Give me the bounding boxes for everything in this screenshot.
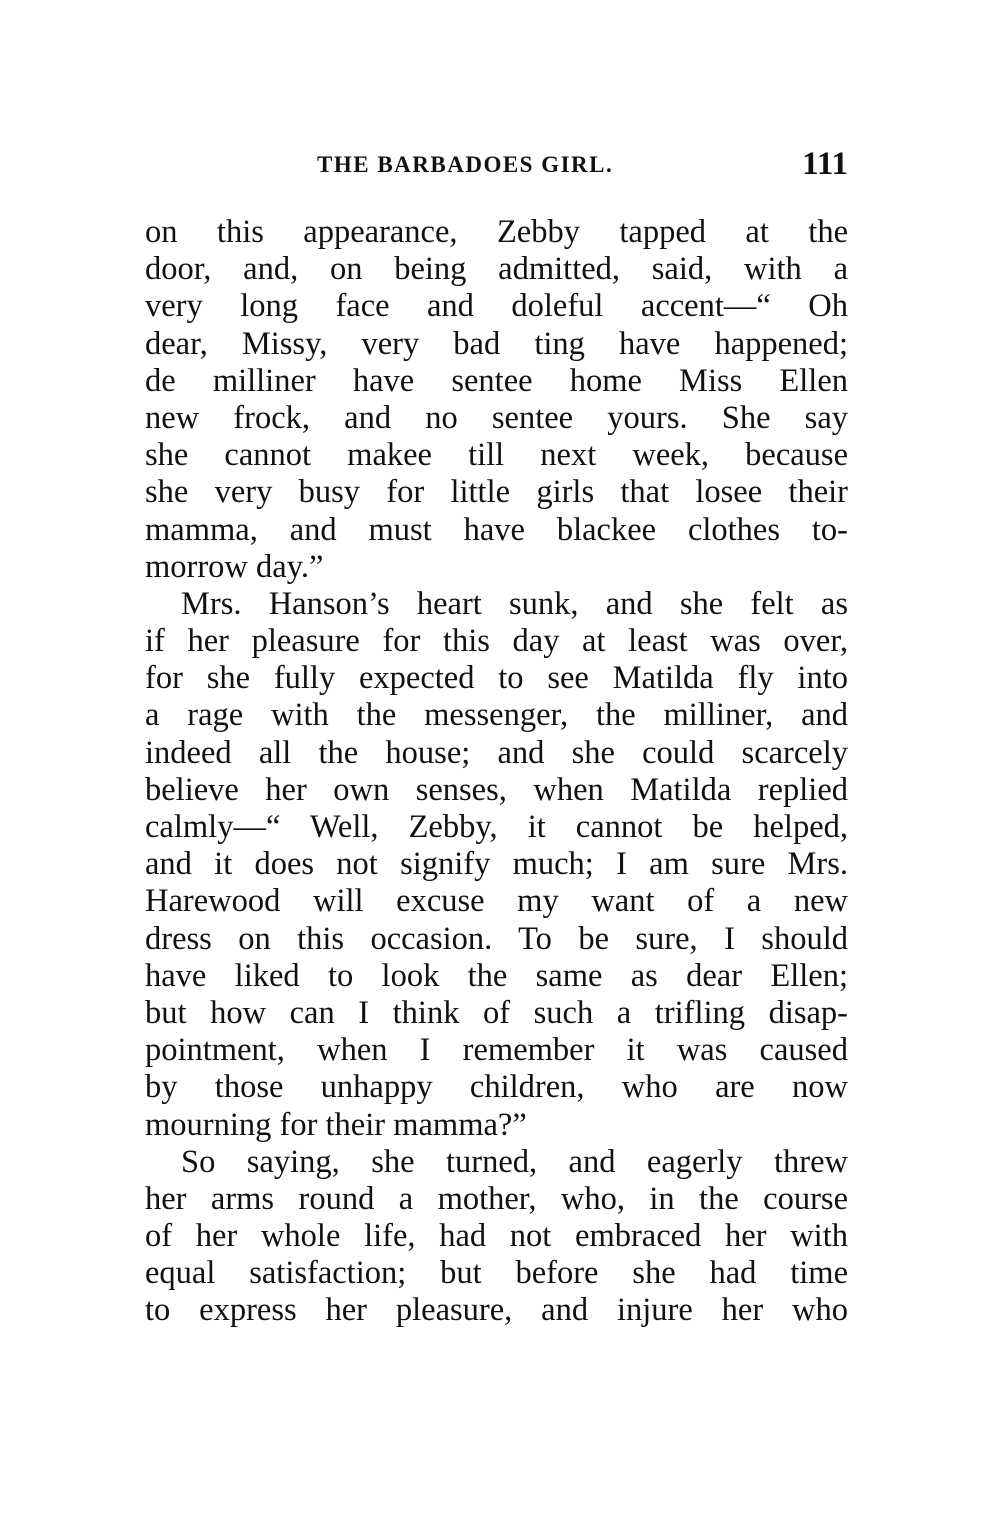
body-text xyxy=(145,214,848,1330)
text-line: dear, Missy, very bad ting have happened; xyxy=(145,325,848,362)
text-line: and it does not signify much; I am sure Mrs. xyxy=(145,846,848,883)
text-line: she cannot makee till next week, because xyxy=(145,437,848,474)
text-line: but how can I think of such a trifling disap- xyxy=(145,994,848,1031)
text-line: her arms round a mother, who, in the course xyxy=(145,1180,848,1217)
text-line: have liked to look the same as dear Ellen; xyxy=(145,957,848,994)
text-line: Harewood will excuse my want of a new xyxy=(145,883,848,920)
text-line: indeed all the house; and she could scarcely xyxy=(145,734,848,771)
text-line: a rage with the messenger, the milliner, and xyxy=(145,697,848,734)
text-line: for she fully expected to see Matilda fly into xyxy=(145,660,848,697)
text-line: of her whole life, had not embraced her with xyxy=(145,1218,848,1255)
text-line: to express her pleasure, and injure her who xyxy=(145,1292,848,1329)
paragraph xyxy=(145,214,848,586)
paragraph xyxy=(145,1144,848,1330)
text-line: So saying, she turned, and eagerly threw xyxy=(181,1143,848,1180)
text-line: by those unhappy children, who are now xyxy=(145,1069,848,1106)
text-line: believe her own senses, when Matilda replied xyxy=(145,771,848,808)
paragraph xyxy=(145,586,848,1144)
text-line: de milliner have sentee home Miss Ellen xyxy=(145,362,848,399)
text-line: if her pleasure for this day at least was over, xyxy=(145,623,848,660)
text-line: pointment, when I remember it was caused xyxy=(145,1032,848,1069)
text-line: very long face and doleful accent—“ Oh xyxy=(145,288,848,325)
text-line: on this appearance, Zebby tapped at the xyxy=(145,214,848,250)
text-line: morrow day.” xyxy=(145,548,324,585)
page-number: 111 xyxy=(802,146,848,182)
text-line: she very busy for little girls that losee their xyxy=(145,474,848,511)
running-head xyxy=(145,146,848,186)
running-title: THE BARBADOES GIRL. xyxy=(317,152,614,177)
text-line: door, and, on being admitted, said, with a xyxy=(145,251,848,288)
text-line: calmly—“ Well, Zebby, it cannot be helped, xyxy=(145,809,848,845)
text-line: mamma, and must have blackee clothes to- xyxy=(145,511,848,548)
text-line: new frock, and no sentee yours. She say xyxy=(145,399,848,436)
text-line: dress on this occasion. To be sure, I should xyxy=(145,920,848,957)
text-line: equal satisfaction; but before she had time xyxy=(145,1255,848,1292)
text-line: mourning for their mamma?” xyxy=(145,1106,527,1143)
text-line: Mrs. Hanson’s heart sunk, and she felt as xyxy=(181,585,848,622)
